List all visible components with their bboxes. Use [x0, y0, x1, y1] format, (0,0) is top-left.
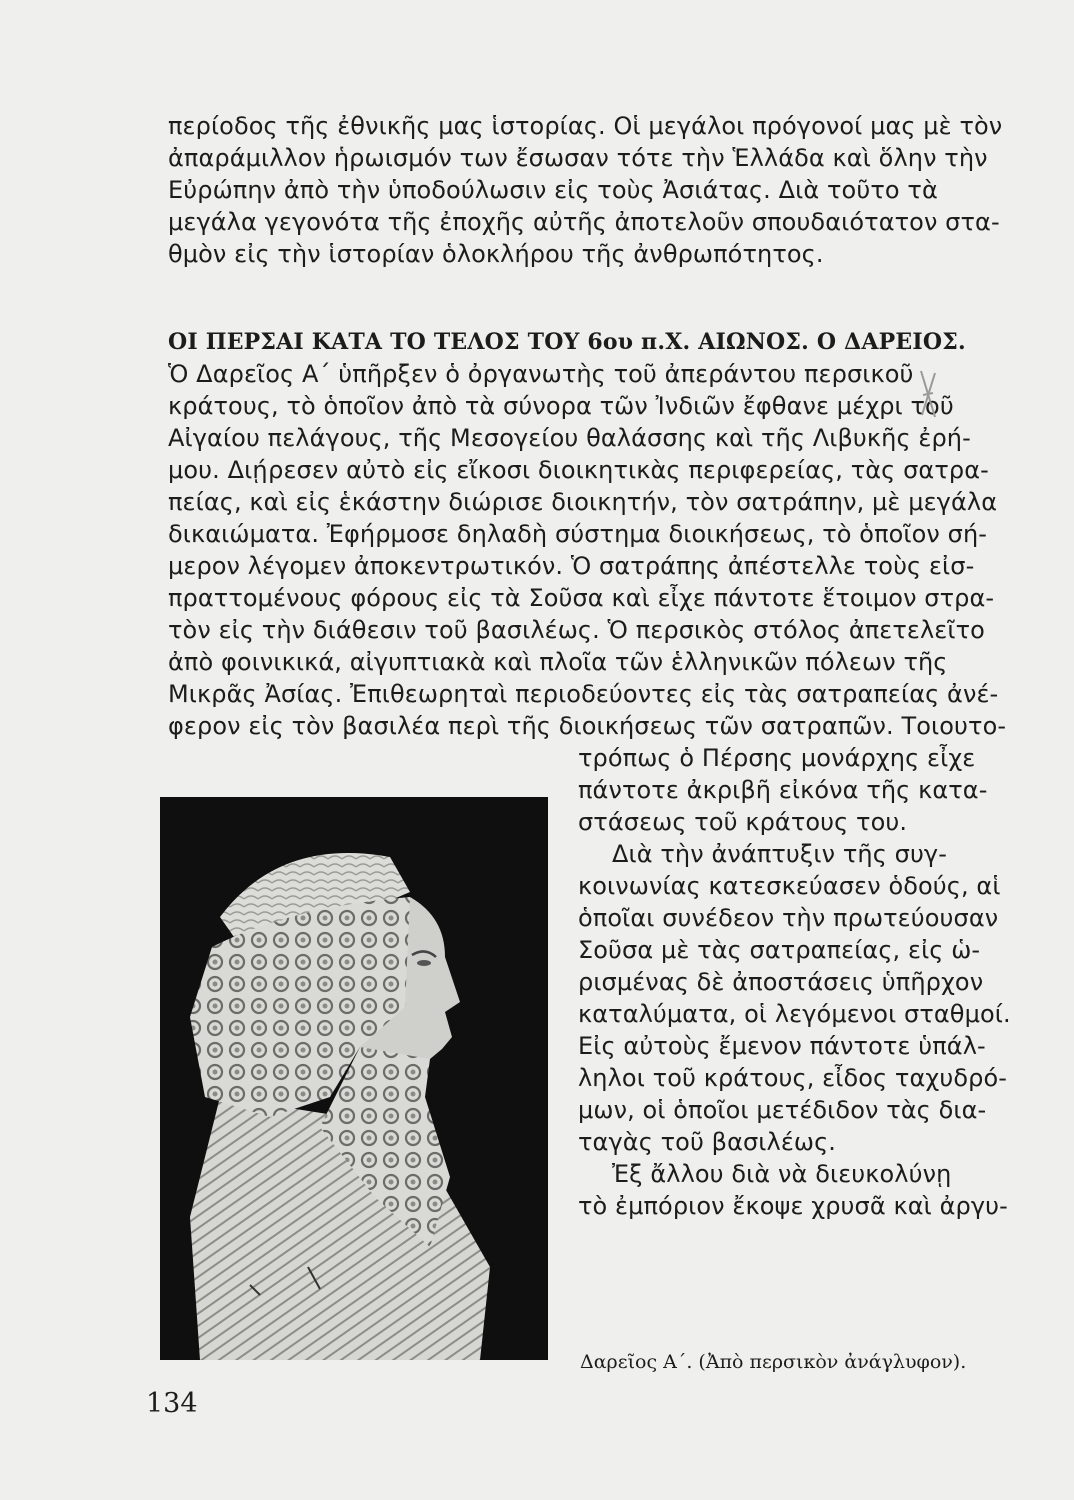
text-line: τρόπως ὁ Πέρσης μονάρχης εἶχε: [578, 744, 976, 772]
text-line: ρισμένας δὲ ἀποστάσεις ὑπῆρχον: [578, 968, 984, 996]
text-line: μεγάλα γεγονότα τῆς ἐποχῆς αὐτῆς ἀποτελοῦν σπουδαιότατον στα-: [168, 208, 1000, 236]
text-line: στάσεως τοῦ κράτους του.: [578, 808, 908, 836]
text-line: πείας, καὶ εἰς ἑκάστην διώρισε διοικητήν, τὸν σατράπην, μὲ μεγάλα: [168, 488, 998, 516]
text-line: δικαιώματα. Ἐφήρμοσε δηλαδὴ σύστημα διοικήσεως, τὸ ὁποῖον σή-: [168, 520, 988, 548]
text-line: φερον εἰς τὸν βασιλέα περὶ τῆς διοικήσεως τῶν σατραπῶν. Τοιουτο-: [168, 712, 1007, 740]
relief-illustration: [160, 797, 548, 1360]
text-line: κράτους, τὸ ὁποῖον ἀπὸ τὰ σύνορα τῶν Ἰνδιῶν ἔφθανε μέχρι τοῦ: [168, 392, 954, 420]
text-line: μων, οἱ ὁποῖοι μετέδιδον τὰς δια-: [578, 1096, 987, 1124]
text-line: ἀπαράμιλλον ἡρωισμόν των ἔσωσαν τότε τὴν Ἑλλάδα καὶ ὅλην τὴν: [168, 144, 988, 172]
text-line: ταγὰς τοῦ βασιλέως.: [578, 1128, 837, 1156]
text-line: Σοῦσα μὲ τὰς σατραπείας, εἰς ὡ-: [578, 936, 981, 964]
text-line: ὁποῖαι συνέδεον τὴν πρωτεύουσαν: [578, 904, 999, 932]
text-line: μερον λέγομεν ἀποκεντρωτικόν. Ὁ σατράπης ἀπέστελλε τοὺς εἰσ-: [168, 552, 975, 580]
section-heading: ΟΙ ΠΕΡΣΑΙ ΚΑΤΑ ΤΟ ΤΕΛΟΣ ΤΟΥ 6ου π.Χ. ΑΙΩΝΟΣ. Ο ΔΑΡΕΙΟΣ.: [168, 329, 966, 355]
darius-relief-figure: [160, 797, 548, 1360]
text-line: Ὁ Δαρεῖος Α΄ ὑπῆρξεν ὁ ὀργανωτὴς τοῦ ἀπεράντου περσικοῦ: [168, 360, 914, 388]
text-line: Διὰ τὴν ἀνάπτυξιν τῆς συγ-: [612, 840, 947, 868]
text-line: καταλύματα, οἱ λεγόμενοι σταθμοί.: [578, 1000, 1011, 1028]
text-line: πάντοτε ἀκριβῆ εἰκόνα τῆς κατα-: [578, 776, 988, 804]
margin-pencil-mark: [917, 365, 939, 423]
text-line: Μικρᾶς Ἀσίας. Ἐπιθεωρηταὶ περιοδεύοντες εἰς τὰς σατραπείας ἀνέ-: [168, 680, 999, 708]
text-line: ἀπὸ φοινικικά, αἰγυπτιακὰ καὶ πλοῖα τῶν ἑλληνικῶν πόλεων τῆς: [168, 648, 948, 676]
text-line: Ἐξ ἄλλου διὰ νὰ διευκολύνῃ: [612, 1160, 952, 1188]
page-number: 134: [146, 1388, 198, 1419]
figure-caption: Δαρεῖος Α΄. (Ἀπὸ περσικὸν ἀνάγλυφον).: [580, 1351, 967, 1373]
text-line: πραττομένους φόρους εἰς τὰ Σοῦσα καὶ εἶχε πάντοτε ἕτοιμον στρα-: [168, 584, 995, 612]
text-line: ληλοι τοῦ κράτους, εἶδος ταχυδρό-: [578, 1064, 1008, 1092]
text-line: θμὸν εἰς τὴν ἱστορίαν ὁλοκλήρου τῆς ἀνθρωπότητος.: [168, 240, 824, 268]
text-line: κοινωνίας κατεσκεύασεν ὁδούς, αἱ: [578, 872, 1001, 900]
text-line: τὸν εἰς τὴν διάθεσιν τοῦ βασιλέως. Ὁ περσικὸς στόλος ἀπετελεῖτο: [168, 616, 985, 644]
text-line: περίοδος τῆς ἐθνικῆς μας ἱστορίας. Οἱ μεγάλοι πρόγονοί μας μὲ τὸν: [168, 112, 1003, 140]
text-line: Εἰς αὐτοὺς ἔμενον πάντοτε ὑπάλ-: [578, 1032, 986, 1060]
text-line: μου. Διῄρεσεν αὐτὸ εἰς εἴκοσι διοικητικὰς περιφερείας, τὰς σατρα-: [168, 456, 989, 484]
text-line: Αἰγαίου πελάγους, τῆς Μεσογείου θαλάσσης καὶ τῆς Λιβυκῆς ἐρή-: [168, 424, 971, 452]
text-line: Εὐρώπην ἀπὸ τὴν ὑποδούλωσιν εἰς τοὺς Ἀσιάτας. Διὰ τοῦτο τὰ: [168, 176, 938, 204]
text-line: τὸ ἐμπόριον ἔκοψε χρυσᾶ καὶ ἀργυ-: [578, 1192, 1008, 1220]
